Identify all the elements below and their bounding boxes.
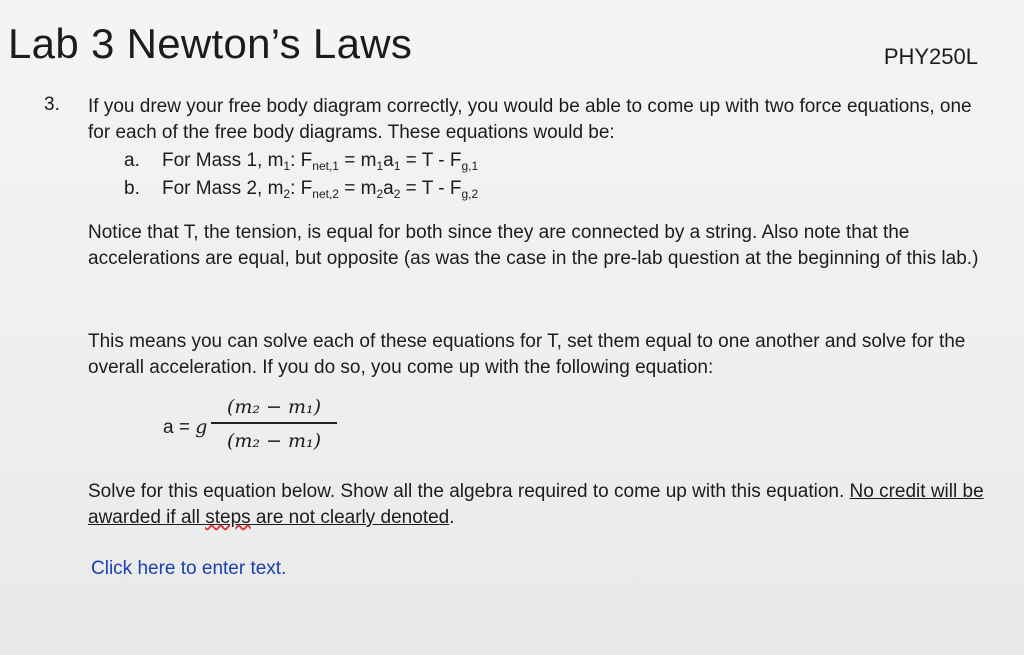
credit-warning: No credit will be awarded if all steps are not clearly denoted: [88, 481, 984, 528]
item-label: b.: [124, 178, 140, 199]
means-paragraph: This means you can solve each of these equations for T, set them equal to one another and solve for the overall acceleration. If you do so, you come up with the following equation:: [88, 331, 966, 378]
solve-instructions: Solve for this equation below. Show all the algebra required to come up with this equation. No credit will be awarded if all steps are not clearly denoted.: [88, 481, 984, 528]
fraction-numerator: (m₂ − m₁): [226, 396, 322, 418]
question-intro: If you drew your free body diagram correctly, you would be able to come up with two force equations, one for each of the free body diagrams. These equations would be:: [88, 96, 972, 143]
fraction-denominator: (m₂ − m₁): [226, 429, 322, 452]
answer-placeholder[interactable]: Click here to enter text.: [91, 558, 287, 579]
item-label: a.: [124, 150, 140, 171]
equation-lhs: a = g: [163, 416, 208, 438]
question-number: 3.: [44, 94, 60, 115]
item-equation: For Mass 1, $m_1$: $F_{net,1} = m_1a_1 = T - F_{g,1}$: [162, 150, 479, 173]
item-equation: For Mass 2, $m_2$: $F_{net,2} = m_2a_2 = T - F_{g,2}$: [162, 178, 479, 201]
course-code: PHY250L: [883, 44, 978, 69]
equation-fraction: [211, 396, 337, 452]
notice-paragraph: Notice that T, the tension, is equal for both since they are connected by a string. Also note that the accelerations are equal, but opposite (as was the case in the pre-lab question at the beginning of this lab.): [88, 222, 979, 269]
page-title: Lab 3 Newton’s Laws: [8, 20, 413, 67]
